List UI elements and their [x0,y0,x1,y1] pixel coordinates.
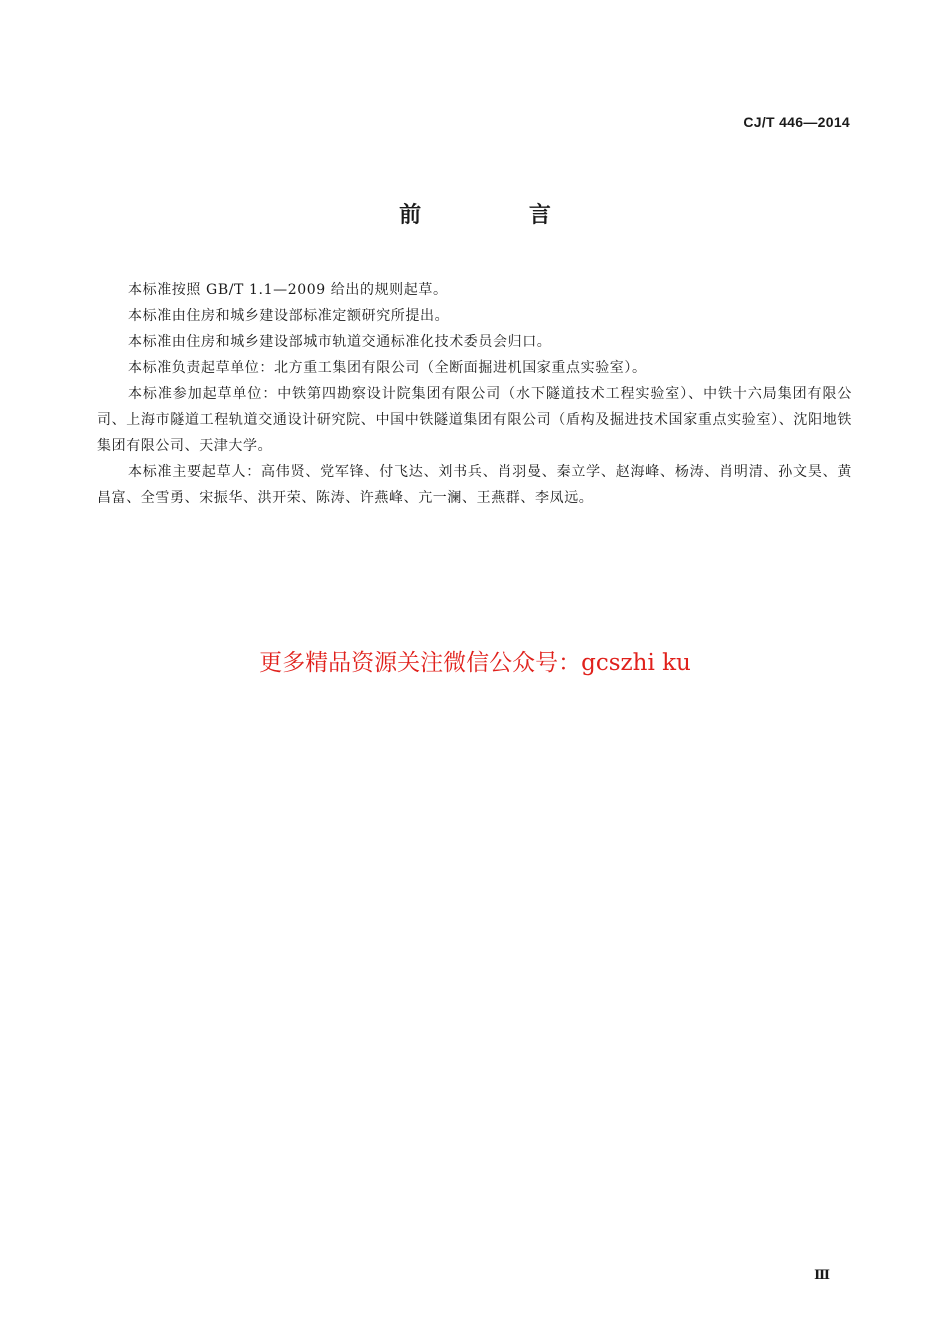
paragraph-participating-drafters: 本标准参加起草单位：中铁第四勘察设计院集团有限公司（水下隧道技术工程实验室）、中铁十六局集团有限公司、上海市隧道工程轨道交通设计研究院、中国中铁隧道集团有限公司（盾构及掘进技术国家重点实验室）、沈阳地铁集团有限公司、天津大学。 [97,386,852,454]
foreword-body [97,277,852,511]
paragraph-lead-drafter: 本标准负责起草单位：北方重工集团有限公司（全断面掘进机国家重点实验室）。 [128,360,647,376]
paragraph-administrator: 本标准由住房和城乡建设部城市轨道交通标准化技术委员会归口。 [128,334,552,350]
page-number: Ⅲ [814,1267,830,1282]
watermark-text: 更多精品资源关注微信公众号：gcszhi ku [259,650,691,676]
paragraph-main-drafters: 本标准主要起草人：高伟贤、党军锋、付飞达、刘书兵、肖羽曼、秦立学、赵海峰、杨涛、肖明清、孙文昊、黄昌富、全雪勇、宋振华、洪开荣、陈涛、许燕峰、亢一澜、王燕群、李凤远。 [97,464,852,506]
paragraph-drafting-rules: 本标准按照 GB/T 1.1—2009 给出的规则起草。 [128,282,448,298]
paragraph-proposer: 本标准由住房和城乡建设部标准定额研究所提出。 [128,308,450,324]
page-title: 前 言 [399,203,601,228]
standard-code: CJ/T 446—2014 [743,114,850,130]
